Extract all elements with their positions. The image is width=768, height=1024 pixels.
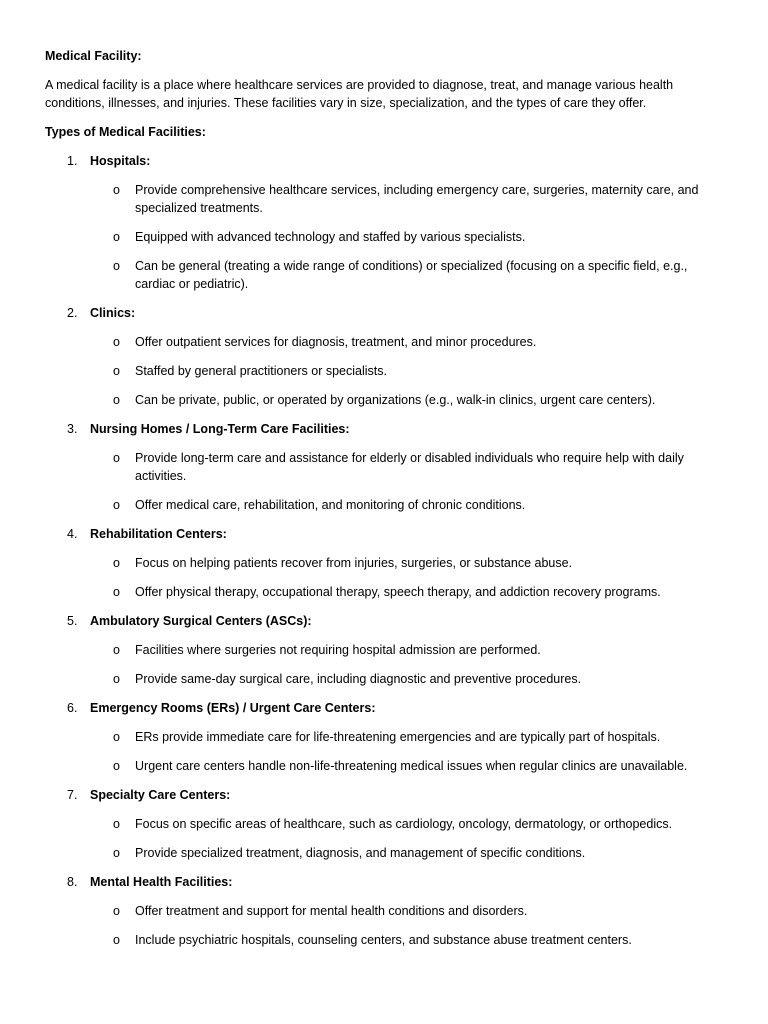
bullet-list: [45, 554, 708, 601]
facility-section: [45, 304, 708, 409]
facility-section: [45, 420, 708, 514]
bullet-marker: o: [113, 904, 120, 918]
bullet-text: Facilities where surgeries not requiring hospital admission are performed.: [135, 643, 541, 657]
bullet-list: [45, 449, 708, 514]
section-title-text: Nursing Homes / Long-Term Care Facilities:: [90, 422, 350, 436]
bullet-item: [45, 902, 708, 920]
bullet-item: [45, 815, 708, 833]
section-number: 6.: [67, 701, 78, 715]
bullet-marker: o: [113, 672, 120, 686]
facility-section: [45, 873, 708, 949]
bullet-text: Provide comprehensive healthcare services, including emergency care, surgeries, maternity care, and specialized treatments.: [135, 183, 699, 215]
bullet-item: [45, 449, 708, 485]
intro-paragraph: A medical facility is a place where healthcare services are provided to diagnose, treat, and manage various health conditions, illnesses, and injuries. These facilities vary in size, specialization, and the types of care they offer.: [45, 78, 674, 110]
document-heading: Medical Facility:: [45, 49, 142, 63]
section-title: [45, 420, 708, 438]
facility-section: [45, 612, 708, 688]
facility-section: [45, 699, 708, 775]
bullet-item: [45, 641, 708, 659]
bullet-marker: o: [113, 817, 120, 831]
bullet-item: [45, 228, 708, 246]
bullet-marker: o: [113, 759, 120, 773]
bullet-text: Offer physical therapy, occupational therapy, speech therapy, and addiction recovery programs.: [135, 585, 661, 599]
section-number: 8.: [67, 875, 78, 889]
bullet-text: Focus on helping patients recover from injuries, surgeries, or substance abuse.: [135, 556, 573, 570]
bullet-text: ERs provide immediate care for life-threatening emergencies and are typically part of hospitals.: [135, 730, 661, 744]
bullet-list: [45, 333, 708, 409]
section-title-text: Clinics:: [90, 306, 136, 320]
facility-section: [45, 786, 708, 862]
bullet-text: Offer medical care, rehabilitation, and monitoring of chronic conditions.: [135, 498, 526, 512]
bullet-list: [45, 902, 708, 949]
bullet-item: [45, 670, 708, 688]
bullet-item: [45, 844, 708, 862]
bullet-text: Include psychiatric hospitals, counseling centers, and substance abuse treatment centers.: [135, 933, 632, 947]
facility-section: [45, 152, 708, 293]
bullet-marker: o: [113, 556, 120, 570]
bullet-marker: o: [113, 259, 120, 273]
section-title: [45, 612, 708, 630]
section-title: [45, 525, 708, 543]
facility-section: [45, 525, 708, 601]
bullet-text: Urgent care centers handle non-life-threatening medical issues when regular clinics are unavailable.: [135, 759, 688, 773]
bullet-marker: o: [113, 730, 120, 744]
bullet-marker: o: [113, 846, 120, 860]
bullet-item: [45, 757, 708, 775]
bullet-list: [45, 728, 708, 775]
section-title: [45, 786, 708, 804]
bullet-text: Provide same-day surgical care, including diagnostic and preventive procedures.: [135, 672, 582, 686]
bullet-item: [45, 931, 708, 949]
section-number: 7.: [67, 788, 78, 802]
bullet-item: [45, 554, 708, 572]
section-title-text: Emergency Rooms (ERs) / Urgent Care Centers:: [90, 701, 376, 715]
bullet-marker: o: [113, 643, 120, 657]
bullet-text: Can be private, public, or operated by organizations (e.g., walk-in clinics, urgent care centers).: [135, 393, 656, 407]
bullet-marker: o: [113, 451, 120, 465]
section-number: 2.: [67, 306, 78, 320]
bullet-text: Offer treatment and support for mental health conditions and disorders.: [135, 904, 528, 918]
bullet-item: [45, 257, 708, 293]
section-number: 1.: [67, 154, 78, 168]
bullet-marker: o: [113, 364, 120, 378]
section-title: [45, 873, 708, 891]
bullet-item: [45, 496, 708, 514]
bullet-marker: o: [113, 585, 120, 599]
section-title-text: Hospitals:: [90, 154, 151, 168]
section-title-text: Ambulatory Surgical Centers (ASCs):: [90, 614, 312, 628]
section-title-text: Specialty Care Centers:: [90, 788, 231, 802]
bullet-list: [45, 815, 708, 862]
bullet-text: Focus on specific areas of healthcare, such as cardiology, oncology, dermatology, or orthopedics.: [135, 817, 673, 831]
section-number: 4.: [67, 527, 78, 541]
section-title: [45, 304, 708, 322]
bullet-item: [45, 728, 708, 746]
bullet-text: Staffed by general practitioners or specialists.: [135, 364, 387, 378]
bullet-marker: o: [113, 393, 120, 407]
bullet-marker: o: [113, 335, 120, 349]
section-title: [45, 699, 708, 717]
bullet-item: [45, 181, 708, 217]
bullet-list: [45, 641, 708, 688]
bullet-item: [45, 362, 708, 380]
bullet-text: Equipped with advanced technology and staffed by various specialists.: [135, 230, 526, 244]
bullet-text: Provide long-term care and assistance for elderly or disabled individuals who require help with daily activities.: [135, 451, 684, 483]
bullet-text: Provide specialized treatment, diagnosis, and management of specific conditions.: [135, 846, 586, 860]
section-number: 5.: [67, 614, 78, 628]
bullet-item: [45, 391, 708, 409]
bullet-item: [45, 583, 708, 601]
section-title: [45, 152, 708, 170]
facility-types-list: [45, 152, 708, 949]
bullet-marker: o: [113, 498, 120, 512]
bullet-marker: o: [113, 230, 120, 244]
section-title-text: Mental Health Facilities:: [90, 875, 233, 889]
bullet-marker: o: [113, 933, 120, 947]
types-heading: Types of Medical Facilities:: [45, 125, 206, 139]
bullet-text: Can be general (treating a wide range of conditions) or specialized (focusing on a specific field, e.g., cardiac or pediatric).: [135, 259, 688, 291]
section-number: 3.: [67, 422, 78, 436]
section-title-text: Rehabilitation Centers:: [90, 527, 227, 541]
bullet-marker: o: [113, 183, 120, 197]
bullet-text: Offer outpatient services for diagnosis, treatment, and minor procedures.: [135, 335, 537, 349]
bullet-item: [45, 333, 708, 351]
bullet-list: [45, 181, 708, 293]
